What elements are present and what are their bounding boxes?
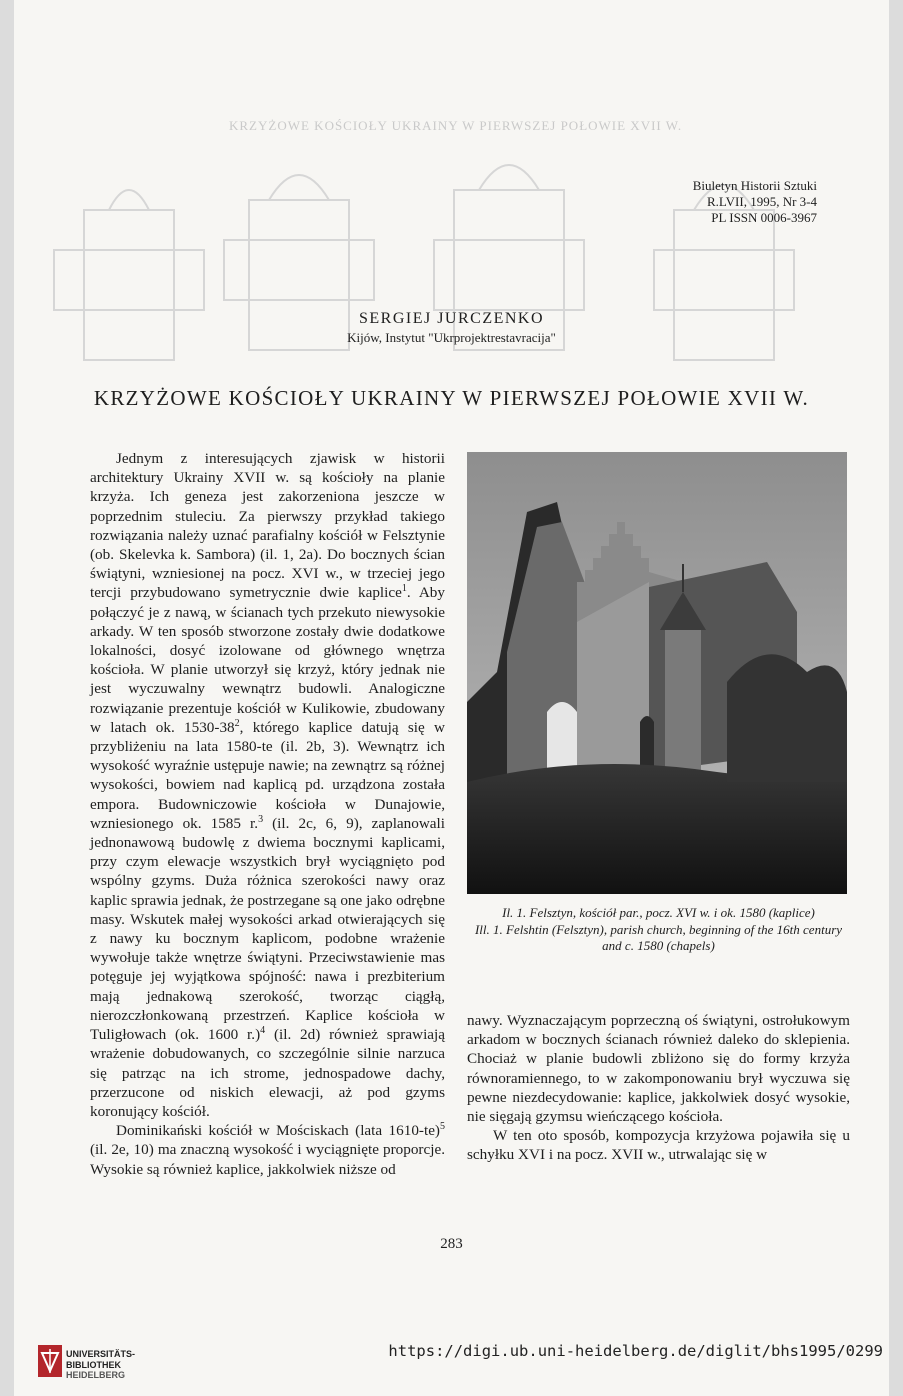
bleed-through-heading: KRZYŻOWE KOŚCIOŁY UKRAINY W PIERWSZEJ POŁOWIE XVII W.: [229, 118, 683, 133]
paragraph-4: W ten oto sposób, kompozycja krzyżowa pojawiła się u schyłku XVI i na pocz. XVII w., utrwalając się w: [467, 1127, 850, 1164]
text-run: (il. 2e, 10) ma znaczną wysokość i wyciągnięte proporcje. Wysokie są również kaplice, jakkolwiek niższe od: [90, 1141, 445, 1178]
author-block: [0, 310, 903, 346]
caption-english: Ill. 1. Felshtin (Felsztyn), parish church, beginning of the 16th century and c. 1580 (chapels): [474, 921, 843, 953]
library-name-line1: UNIVERSITÄTS-: [66, 1349, 136, 1359]
text-run: Dominikański kościół w Mościskach (lata 1610-te): [116, 1122, 440, 1140]
paragraph-3: nawy. Wyznaczającym poprzeczną oś świątyni, ostrołukowym arkadom w bocznych ścianach również daleko do sklepienia. Chociaż w planie budowli zbliżono się do formy krzyża równoramiennego, to w zakomponowaniu brył wyczuwa się pewne niezdecydowanie: kaplice, jakkolwiek dosyć wysokie, nie sięgają gzymsu wieńczącego kościoła.: [467, 1012, 850, 1126]
paragraph-1: [90, 449, 445, 1121]
church-photograph: [467, 452, 847, 894]
article-title: KRZYŻOWE KOŚCIOŁY UKRAINY W PIERWSZEJ POŁOWIE XVII W.: [93, 386, 810, 410]
text-run: , którego kaplice datują się w przybliżeniu na lata 1580-te (il. 2b, 3). Wewnątrz ich wysokość wyraźnie ustępuje nawie; na zewnątrz są różnej wysokości, bowiem nad kaplicą pd. urządzona została empora. Budowniczowie kościoła w Dunajowie, wzniesionego ok. 1585 r.: [90, 718, 446, 832]
footnote-ref-3: 3: [258, 813, 264, 825]
footnote-ref-4: 4: [260, 1025, 266, 1037]
right-column: [467, 1011, 850, 1165]
text-run: . Aby połączyć je z nawą, w ścianach tych przekuto niewysokie arkady. W ten sposób stworzone zostały dwie dodatkowe lokalności, dosyć izolowane od głównego wnętrza kościoła. W planie utworzył się krzyż, który jednak nie jest wyczuwalny wewnątrz budowli. Analogiczne rozwiązanie prezentuje kościół w Kulikowie, zbudowany w latach ok. 1530-38: [90, 584, 445, 736]
footnote-ref-2: 2: [234, 717, 240, 729]
text-run: Jednym z interesujących zjawisk w historii architektury Ukrainy XVII w. są kościoły na planie krzyża. Ich geneza jest zakorzeniona jeszcze w poprzednim stuleciu. Za pierwszy przykład takiego rozwiązania należy uznać parafialny kościół w Felsztynie (ob. Skelevka k. Sambora) (il. 1, 2a). Do bocznych ścian świątyni, wzniesionej na pocz. XVI w., w trzeciej jego tercji przybudowano symetrycznie dwie kaplice: [90, 450, 445, 602]
footnote-ref-5: 5: [440, 1121, 445, 1133]
caption-polish: Il. 1. Felsztyn, kościół par., pocz. XVI w. i ok. 1580 (kaplice): [502, 905, 815, 920]
text-run: (il. 2d) również sprawiają wrażenie dobudowanych, co szczególnie silnie narzuca się patrząc na ich strome, jednospadowe dachy, przerzucone od niskich elewacji, aż pod gzyms koronujący kościół.: [90, 1026, 445, 1120]
footnote-ref-1: 1: [401, 583, 407, 595]
library-name-line2: BIBLIOTHEK: [66, 1359, 121, 1370]
paragraph-2: [90, 1121, 445, 1179]
author-name: SERGIEJ JURCZENKO: [358, 310, 545, 327]
library-name: [66, 1349, 135, 1381]
text-run: (il. 2c, 6, 9), zaplanowali jednonawową budowlę z dwiema bocznymi kaplicami, przy czym elewacje wszystkich brył wyciągnięto pod wspólny gzyms. Duża różnica szerokości nawy oraz kaplic sprawia jednak, że postrzegane są one jako odrębne masy. Wskutek małej wysokości arkad otwierających się z nawy ku bocznym kaplicom, podobne wrażenie wywołuje także wnętrze świątyni. Przeciwstawienie mas potęguje jej wyjątkowa spójność: nawa i prezbiterium mają jednakową szerokość, tworząc ciągłą, nierozczłonkowaną przestrzeń. Kaplice kościoła w Tuligłowach (ok. 1600 r.): [90, 814, 445, 1044]
library-logo-icon: [38, 1345, 62, 1377]
library-name-line3: HEIDELBERG: [66, 1370, 126, 1380]
page-number: 283: [440, 1236, 463, 1252]
left-column: [90, 449, 445, 1179]
figure-caption: [467, 905, 850, 955]
author-affiliation: Kijów, Instytut "Ukrprojektrestavracija": [347, 330, 556, 345]
source-url-link[interactable]: https://digi.ub.uni-heidelberg.de/diglit/bhs1995/0299: [388, 1342, 883, 1360]
journal-volume: R.LVII, 1995, Nr 3-4: [706, 194, 817, 209]
journal-info: [693, 178, 817, 226]
journal-issn: PL ISSN 0006-3967: [711, 210, 817, 225]
journal-name: Biuletyn Historii Sztuki: [692, 178, 817, 193]
